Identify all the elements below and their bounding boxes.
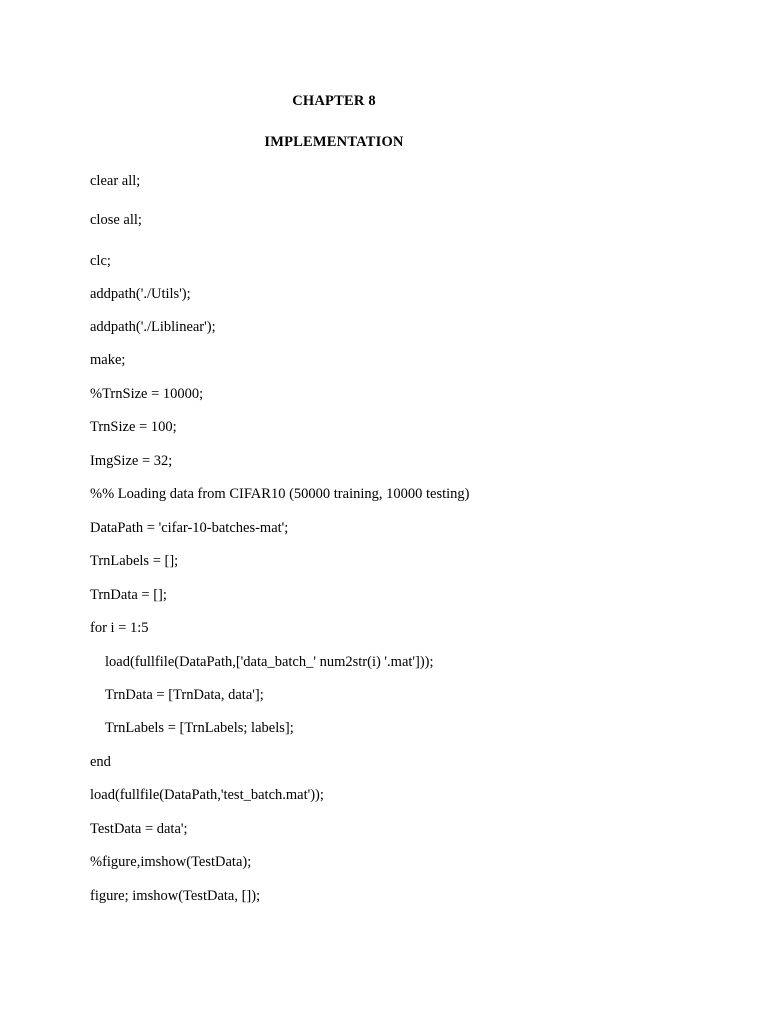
code-line: addpath('./Utils');	[90, 286, 191, 302]
code-line: clear all;	[90, 173, 141, 189]
code-line: TestData = data';	[90, 821, 188, 837]
code-line: %% Loading data from CIFAR10 (50000 training, 10000 testing)	[90, 486, 470, 502]
code-line: clc;	[90, 253, 111, 269]
code-line: close all;	[90, 212, 142, 228]
chapter-number: CHAPTER 8	[292, 93, 376, 109]
code-line: make;	[90, 352, 126, 368]
code-line: TrnSize = 100;	[90, 419, 177, 435]
code-line: %figure,imshow(TestData);	[90, 854, 252, 870]
code-line: load(fullfile(DataPath,'test_batch.mat'));	[90, 787, 324, 803]
code-line: %TrnSize = 10000;	[90, 386, 204, 402]
code-line: end	[90, 754, 111, 770]
code-line: TrnLabels = [];	[90, 553, 179, 569]
code-line: TrnLabels = [TrnLabels; labels];	[105, 720, 294, 736]
code-line: load(fullfile(DataPath,['data_batch_' num2str(i) '.mat']));	[105, 654, 434, 670]
code-line: DataPath = 'cifar-10-batches-mat';	[90, 520, 289, 536]
chapter-title: IMPLEMENTATION	[264, 134, 404, 150]
code-line: figure; imshow(TestData, []);	[90, 888, 261, 904]
code-line: ImgSize = 32;	[90, 453, 173, 469]
code-line: addpath('./Liblinear');	[90, 319, 216, 335]
code-line: TrnData = [];	[90, 587, 167, 603]
code-line: for i = 1:5	[90, 620, 149, 636]
code-line: TrnData = [TrnData, data'];	[105, 687, 264, 703]
